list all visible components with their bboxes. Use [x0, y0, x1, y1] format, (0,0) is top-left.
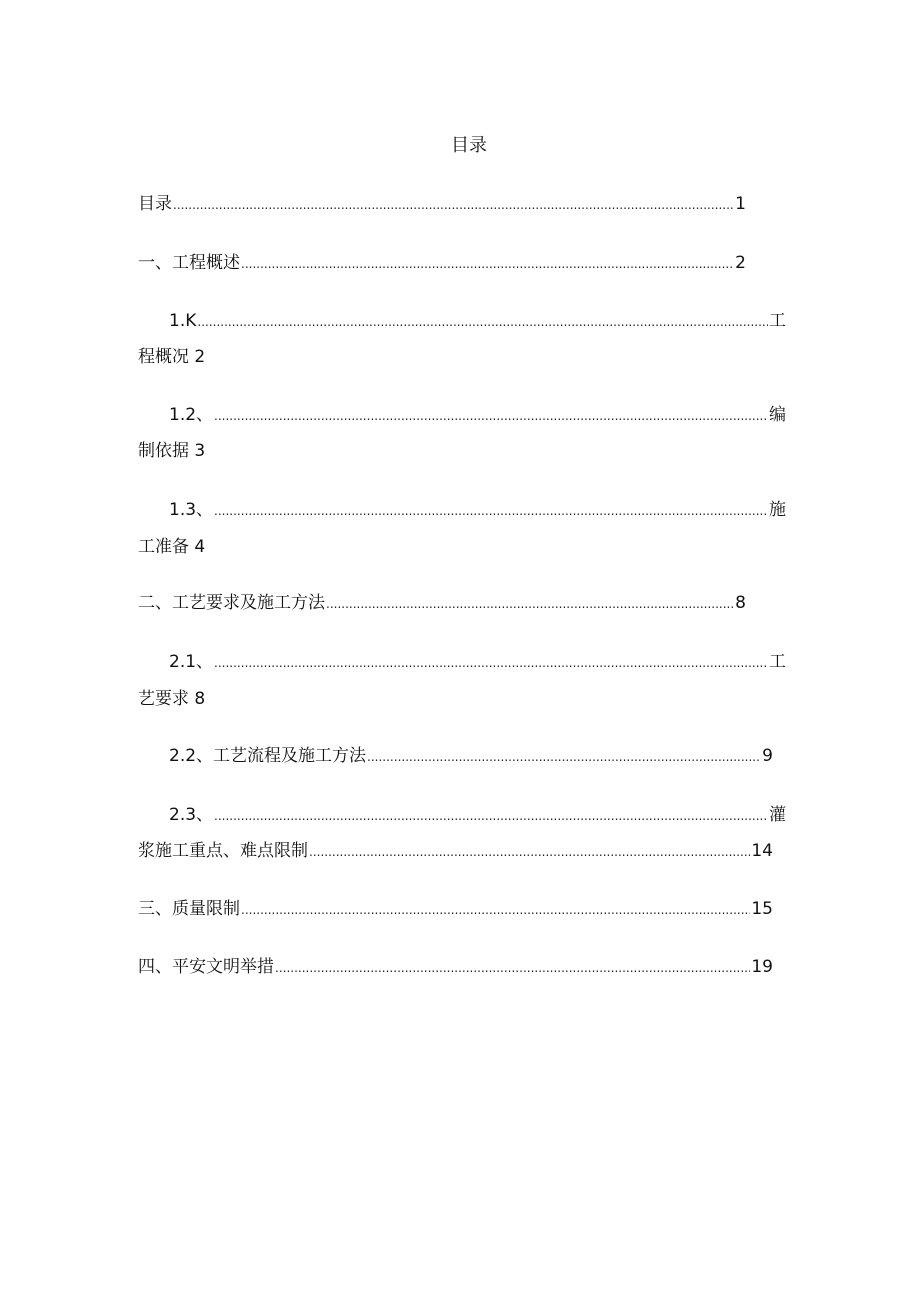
toc-entry-tail: 工 [769, 652, 786, 672]
toc-entry[interactable] [138, 956, 773, 979]
toc-entry-page: 2 [735, 253, 746, 273]
toc-entry-label: 1.K [169, 311, 197, 331]
toc-entry[interactable] [138, 898, 773, 921]
toc-entry-tail: 灌 [769, 805, 786, 825]
dot-leader [367, 745, 761, 768]
toc-entry-label: 2.2、工艺流程及施工方法 [169, 746, 367, 766]
toc-entry[interactable] [169, 745, 773, 768]
toc-entry-page: 8 [735, 593, 746, 613]
dot-leader [326, 592, 734, 615]
toc-entry-continuation: 艺要求 8 [138, 689, 206, 709]
toc-entry[interactable] [138, 592, 746, 615]
toc-entry-label: 1.2、 [169, 405, 214, 425]
dot-leader [275, 956, 750, 979]
toc-entry[interactable] [169, 499, 786, 522]
toc-entry-label: 浆施工重点、难点限制 [138, 841, 308, 861]
toc-entry-page: 1 [735, 194, 746, 214]
dot-leader [241, 898, 750, 921]
toc-entry-label: 目录 [138, 194, 172, 214]
toc-entry[interactable] [169, 804, 786, 827]
toc-entry-label: 四、平安文明举措 [138, 957, 274, 977]
toc-entry[interactable] [169, 404, 786, 427]
dot-leader [214, 651, 768, 674]
toc-entry[interactable] [169, 651, 786, 674]
dot-leader [309, 840, 750, 863]
toc-entry[interactable] [138, 252, 746, 275]
toc-title: 目录 [451, 135, 487, 156]
toc-entry[interactable] [169, 310, 786, 333]
toc-entry-continuation: 制依据 3 [138, 441, 206, 461]
dot-leader [173, 193, 734, 216]
dot-leader [214, 499, 768, 522]
toc-entry-tail: 编 [769, 405, 786, 425]
dot-leader [214, 804, 768, 827]
toc-entry-continuation: 程概况 2 [138, 347, 206, 367]
toc-entry-label: 二、工艺要求及施工方法 [138, 593, 325, 613]
toc-entry-page: 15 [751, 899, 773, 919]
toc-entry-tail: 工 [769, 311, 786, 331]
dot-leader [241, 252, 734, 275]
toc-entry-label: 三、质量限制 [138, 899, 240, 919]
toc-entry-page: 9 [762, 746, 773, 766]
toc-entry-label: 一、工程概述 [138, 253, 240, 273]
toc-entry-continuation [138, 840, 773, 863]
toc-entry-continuation: 工准备 4 [138, 537, 206, 557]
toc-entry[interactable] [138, 193, 746, 216]
toc-entry-page: 19 [751, 957, 773, 977]
toc-entry-page: 14 [751, 841, 773, 861]
toc-entry-label: 1.3、 [169, 500, 214, 520]
dot-leader [214, 404, 768, 427]
toc-entry-label: 2.1、 [169, 652, 214, 672]
toc-entry-label: 2.3、 [169, 805, 214, 825]
dot-leader [197, 310, 768, 333]
toc-entry-tail: 施 [769, 500, 786, 520]
